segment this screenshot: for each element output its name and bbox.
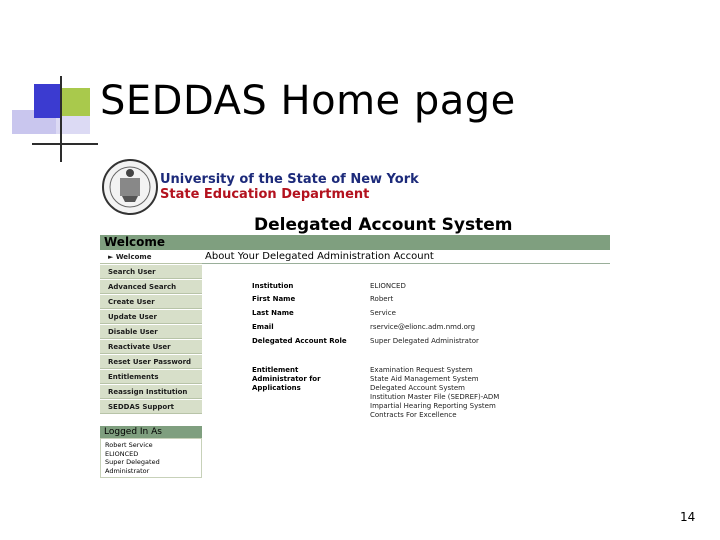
welcome-bar	[100, 235, 610, 250]
sidebar-item-label: Welcome	[115, 253, 152, 261]
state-seal-icon	[100, 158, 160, 216]
sidebar-item-reset-password[interactable]: Reset User Password	[100, 355, 202, 369]
logged-in-role-line1: Super Delegated	[105, 458, 160, 466]
logged-in-name: Robert Service	[105, 441, 153, 449]
sidebar-item-reactivate-user[interactable]: Reactivate User	[100, 340, 202, 354]
sidebar-nav	[100, 250, 202, 415]
entitlement-list	[370, 366, 499, 420]
page-number: 14	[680, 510, 696, 524]
sidebar-item-create-user[interactable]: Create User	[100, 295, 202, 309]
role-label: Delegated Account Role	[252, 337, 347, 345]
sidebar-item-update-user[interactable]: Update User	[100, 310, 202, 324]
sidebar-item-search-user[interactable]: Search User	[100, 265, 202, 279]
logged-in-institution: ELIONCED	[105, 449, 139, 458]
last-name-value: Service	[370, 309, 396, 317]
email-label: Email	[252, 323, 274, 331]
logged-in-title: Logged In As	[100, 426, 202, 438]
decor-square-green	[60, 88, 90, 116]
role-value: Super Delegated Administrator	[370, 337, 479, 345]
entitlement-label-line: Administrator for	[252, 375, 321, 383]
entitlement-item: Examination Request System	[370, 366, 473, 374]
entitlement-label-line: Entitlement	[252, 366, 299, 374]
sidebar-item-welcome[interactable]: ► Welcome	[100, 250, 202, 264]
entitlement-item: Contracts For Excellence	[370, 411, 457, 419]
email-value: rservice@elionc.adm.nmd.org	[370, 323, 476, 331]
decor-vertical-line	[60, 76, 62, 162]
sidebar-item-disable-user[interactable]: Disable User	[100, 325, 202, 339]
sidebar-item-entitlements[interactable]: Entitlements	[100, 370, 202, 384]
logged-in-body	[100, 438, 202, 478]
university-header	[160, 172, 419, 202]
institution-value: ELIONCED	[370, 282, 406, 290]
sidebar-item-reassign-institution[interactable]: Reassign Institution	[100, 385, 202, 399]
system-title: Delegated Account System	[254, 215, 513, 235]
last-name-label: Last Name	[252, 309, 294, 317]
logged-in-panel	[100, 426, 202, 478]
slide-title: SEDDAS Home page	[100, 78, 516, 124]
sidebar-item-advanced-search[interactable]: Advanced Search	[100, 280, 202, 294]
institution-label: Institution	[252, 282, 294, 290]
entitlement-label	[252, 366, 321, 393]
first-name-label: First Name	[252, 295, 296, 303]
entitlement-item: Delegated Account System	[370, 384, 465, 392]
entitlement-label-line: Applications	[252, 384, 301, 392]
decor-square-blue	[34, 84, 60, 118]
sidebar-item-seddas-support[interactable]: SEDDAS Support	[100, 400, 202, 414]
entitlement-item: State Aid Management System	[370, 375, 479, 383]
welcome-bar-label: Welcome	[104, 235, 166, 249]
about-heading: About Your Delegated Administration Account	[202, 250, 610, 264]
logged-in-role-line2: Administrator	[105, 466, 150, 475]
decor-horizontal-line	[32, 143, 98, 145]
entitlement-item: Impartial Hearing Reporting System	[370, 402, 496, 410]
department-line: State Education Department	[160, 187, 370, 202]
university-line: University of the State of New York	[160, 172, 419, 187]
entitlement-item: Institution Master File (SEDREF)-ADM	[370, 393, 500, 401]
first-name-value: Robert	[370, 295, 394, 303]
